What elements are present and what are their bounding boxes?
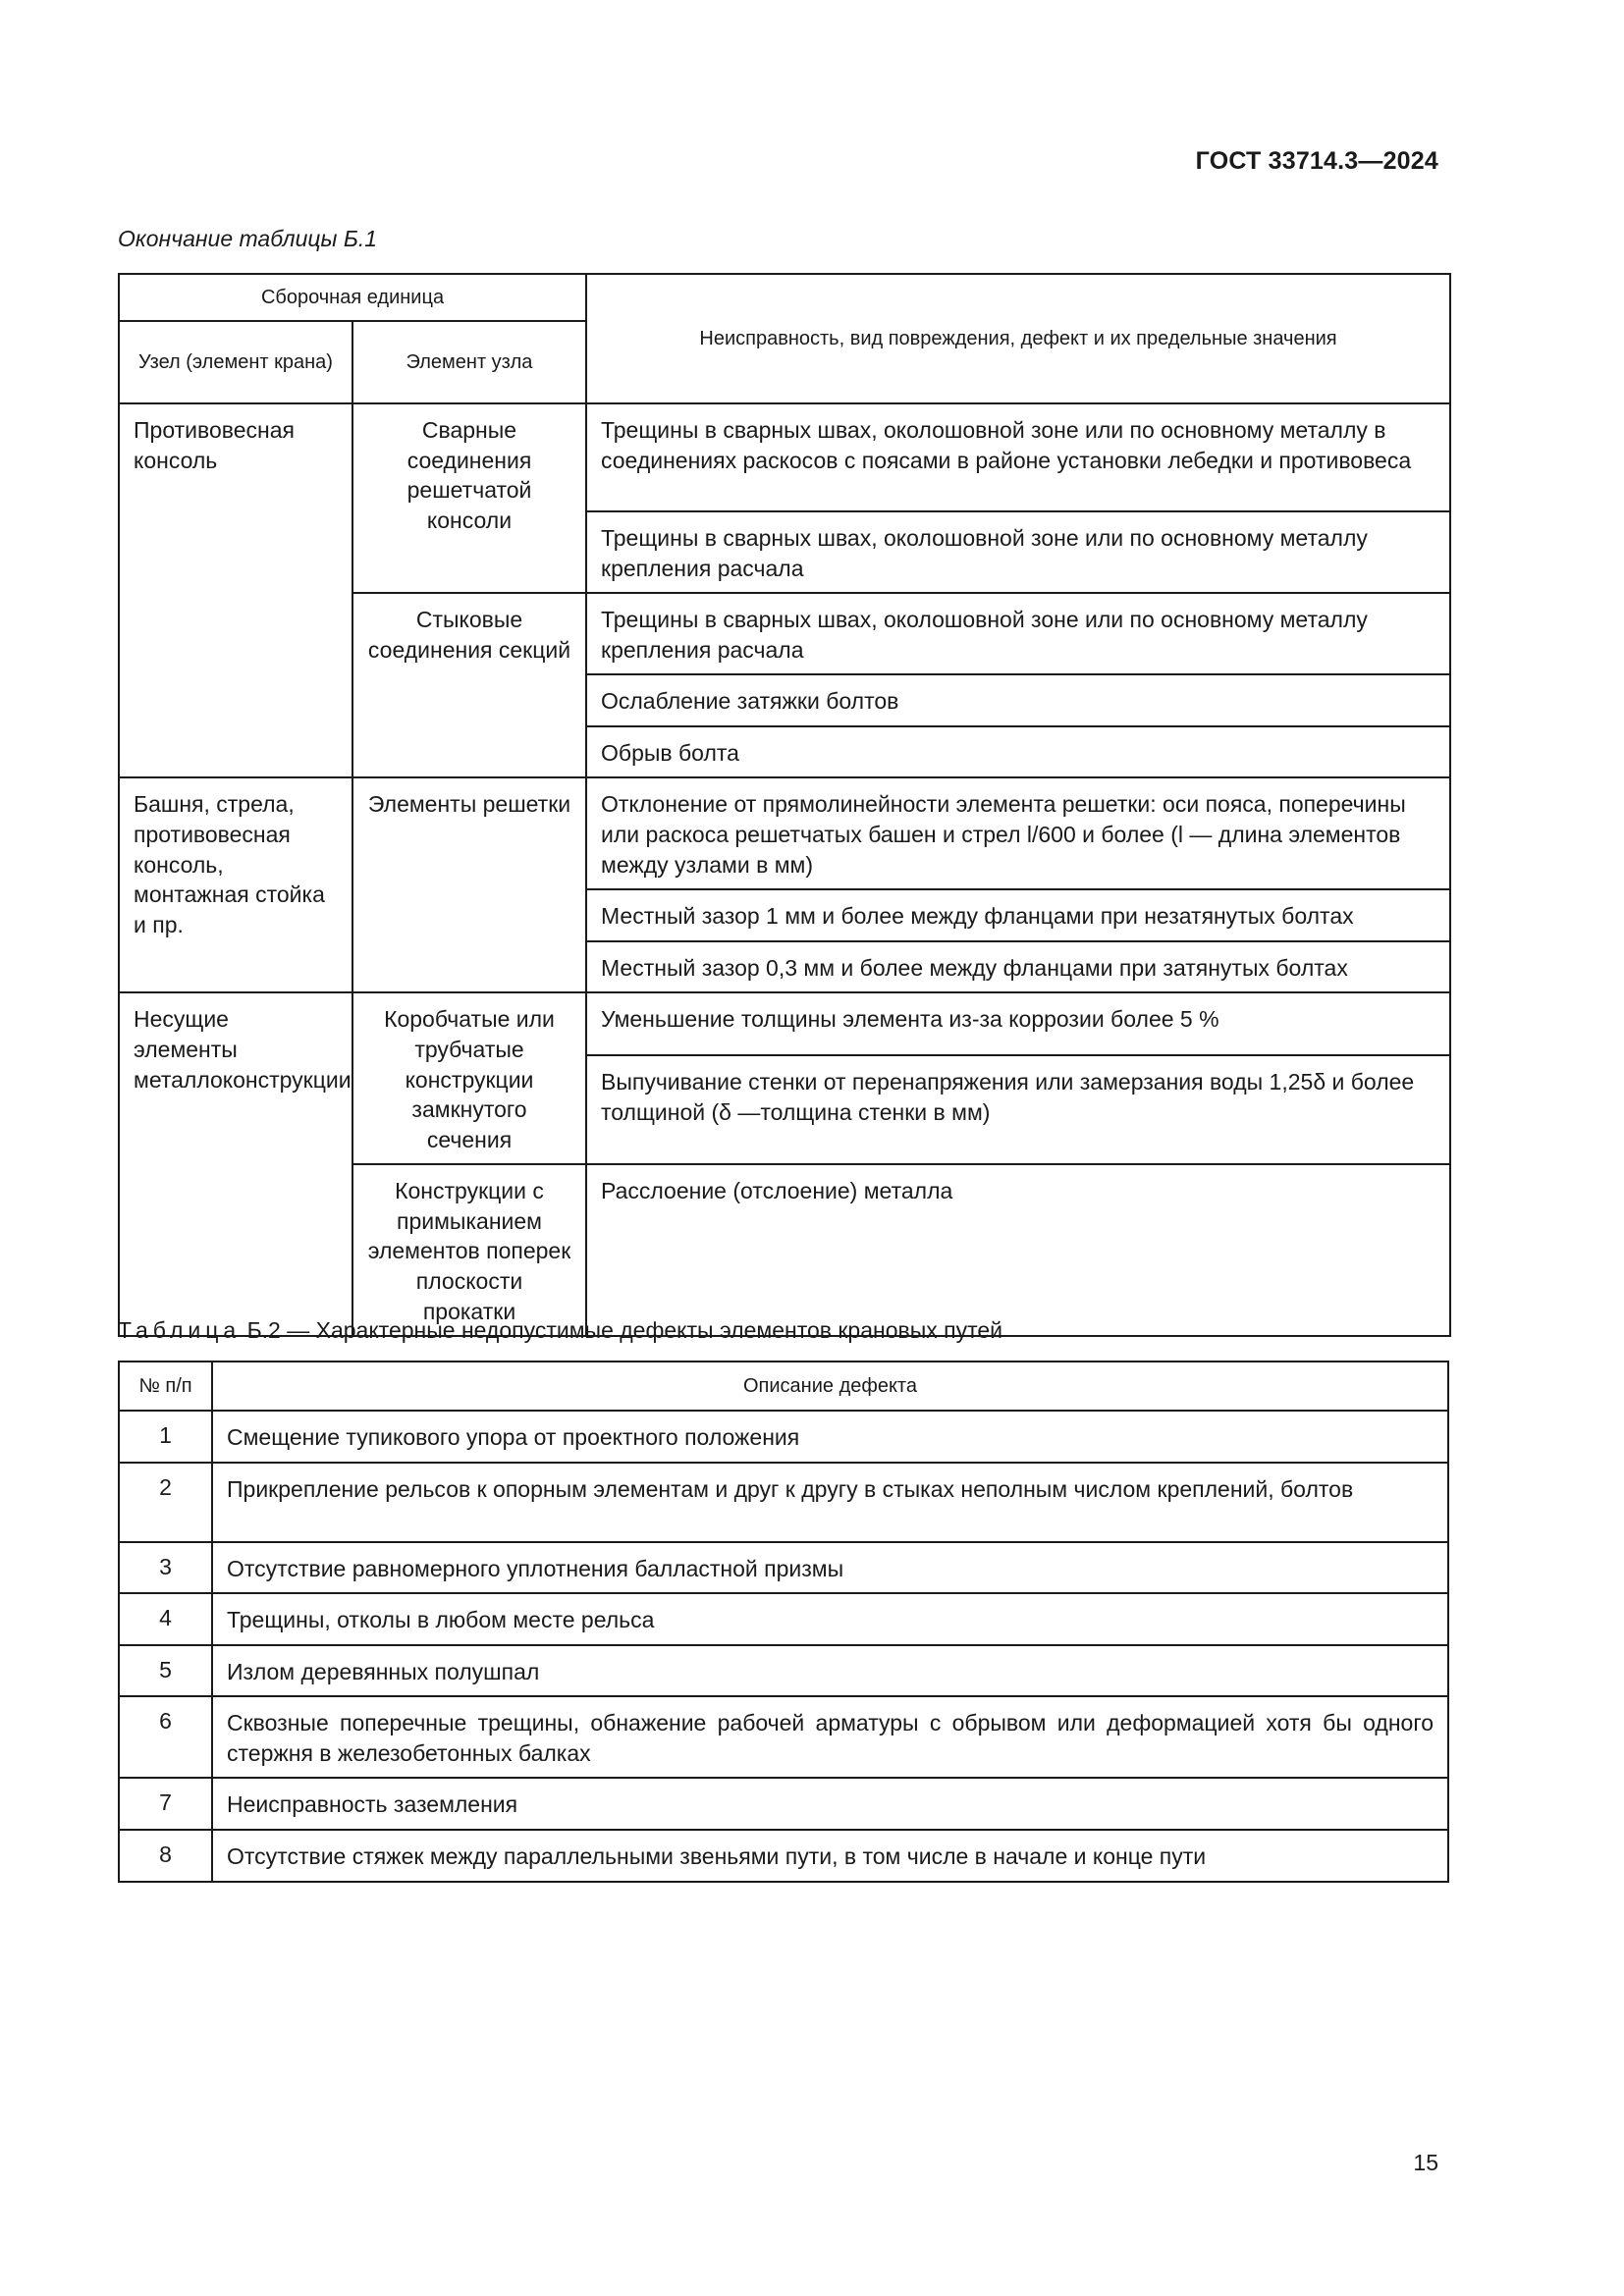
- row-desc: Сквозные поперечные трещины, обнажение рабочей арматуры с обрывом или деформацией хотя бы одного стержня в железобетонных балках: [212, 1696, 1448, 1778]
- table-row: [119, 1830, 1448, 1882]
- element-cell: Коробчатые или трубчатые конструкции замкнутого сечения: [352, 992, 586, 1164]
- row-desc: Излом деревянных полушпал: [212, 1645, 1448, 1697]
- table-row: [119, 1411, 1448, 1463]
- table-row: [119, 1542, 1448, 1594]
- element-cell: Стыковые соединения секций: [352, 593, 586, 777]
- header-defect: Неисправность, вид повреждения, дефект и их предельные значения: [586, 274, 1450, 403]
- table-b1-continuation-caption: Окончание таблицы Б.1: [118, 226, 378, 251]
- node-cell: Башня, стрела, противовесная консоль, монтажная стойка и пр.: [119, 777, 352, 992]
- page-number: 15: [1413, 2150, 1438, 2175]
- table-b2-caption-text: Б.2 — Характерные недопустимые дефекты элементов крановых путей: [246, 1317, 1003, 1343]
- defect-cell: Обрыв болта: [586, 726, 1450, 778]
- table-row: [119, 1696, 1448, 1778]
- row-desc: Отсутствие равномерного уплотнения балластной призмы: [212, 1542, 1448, 1594]
- defect-cell: Уменьшение толщины элемента из-за коррозии более 5 %: [586, 992, 1450, 1055]
- header-desc: Описание дефекта: [212, 1362, 1448, 1411]
- table-b2-caption: [118, 1317, 1002, 1344]
- row-num: 2: [119, 1463, 212, 1542]
- row-num: 4: [119, 1593, 212, 1645]
- table-b2-caption-label: Таблица: [118, 1317, 242, 1343]
- defect-cell: Выпучивание стенки от перенапряжения или замерзания воды 1,25δ и более толщиной (δ —толщина стенки в мм): [586, 1055, 1450, 1164]
- row-num: 7: [119, 1778, 212, 1830]
- header-num: № п/п: [119, 1362, 212, 1411]
- document-code: ГОСТ 33714.3—2024: [1195, 147, 1438, 175]
- node-cell: Противовесная консоль: [119, 403, 352, 777]
- table-row: [119, 1463, 1448, 1542]
- row-desc: Прикрепление рельсов к опорным элементам и друг к другу в стыках неполным числом креплений, болтов: [212, 1463, 1448, 1542]
- table-b2: [118, 1361, 1449, 1883]
- row-desc: Неисправность заземления: [212, 1778, 1448, 1830]
- defect-cell: Трещины в сварных швах, околошовной зоне или по основному металлу крепления расчала: [586, 593, 1450, 674]
- table-row: [119, 1778, 1448, 1830]
- row-desc: Отсутствие стяжек между параллельными звеньями пути, в том числе в начале и конце пути: [212, 1830, 1448, 1882]
- defect-cell: Трещины в сварных швах, околошовной зоне или по основному металлу крепления расчала: [586, 511, 1450, 593]
- table-row: [119, 1593, 1448, 1645]
- row-num: 3: [119, 1542, 212, 1594]
- element-cell: Конструкции с примыканием элементов поперек плоскости прокатки: [352, 1164, 586, 1336]
- table-b1: [118, 273, 1451, 1337]
- defect-cell: Местный зазор 1 мм и более между фланцами при незатянутых болтах: [586, 889, 1450, 941]
- defect-cell: Ослабление затяжки болтов: [586, 674, 1450, 726]
- row-num: 6: [119, 1696, 212, 1778]
- header-node-element: Элемент узла: [352, 321, 586, 403]
- header-assembly-unit: Сборочная единица: [119, 274, 586, 321]
- element-cell: Элементы решетки: [352, 777, 586, 992]
- row-desc: Смещение тупикового упора от проектного положения: [212, 1411, 1448, 1463]
- row-num: 1: [119, 1411, 212, 1463]
- row-desc: Трещины, отколы в любом месте рельса: [212, 1593, 1448, 1645]
- element-cell: Сварные соединения решетчатой консоли: [352, 403, 586, 593]
- row-num: 5: [119, 1645, 212, 1697]
- node-cell: Несущие элементы металлоконструкции: [119, 992, 352, 1336]
- header-node: Узел (элемент крана): [119, 321, 352, 403]
- defect-cell: Отклонение от прямолинейности элемента решетки: оси пояса, поперечины или раскоса решетчатых башен и стрел l/600 и более (l — длина элементов между узлами в мм): [586, 777, 1450, 889]
- defect-cell: Местный зазор 0,3 мм и более между фланцами при затянутых болтах: [586, 941, 1450, 993]
- defect-cell: Расслоение (отслоение) металла: [586, 1164, 1450, 1336]
- row-num: 8: [119, 1830, 212, 1882]
- table-row: [119, 1645, 1448, 1697]
- defect-cell: Трещины в сварных швах, околошовной зоне или по основному металлу в соединениях раскосов с поясами в районе установки лебедки и противовеса: [586, 403, 1450, 511]
